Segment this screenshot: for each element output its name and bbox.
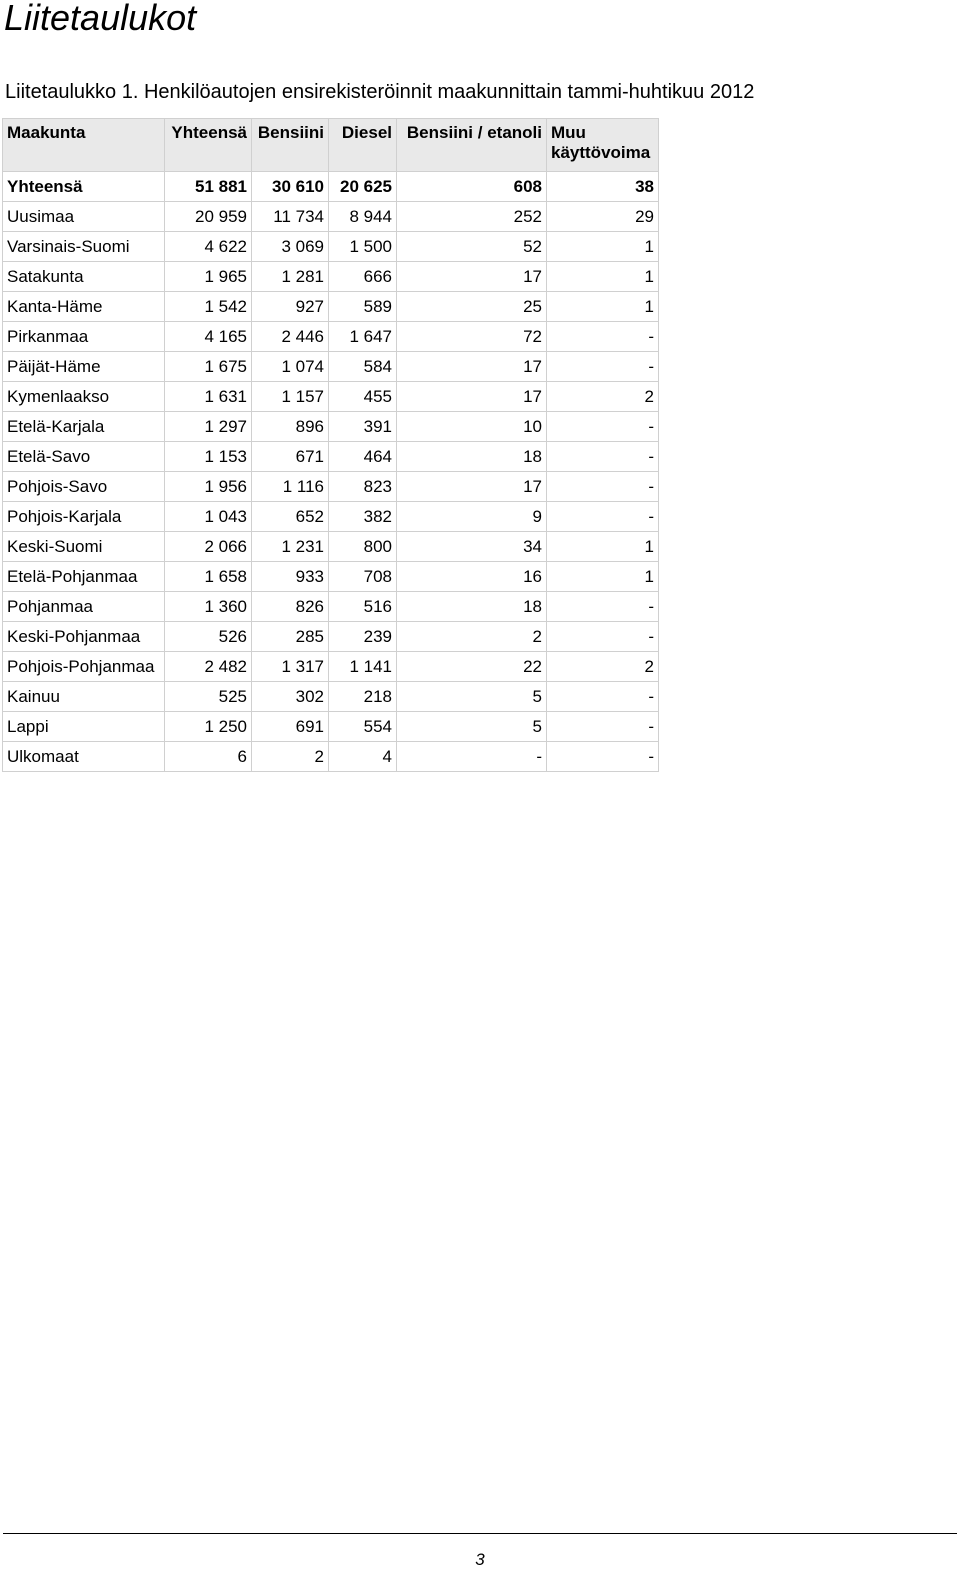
total-cell: 1 043 xyxy=(165,502,252,532)
header-diesel: Diesel xyxy=(329,119,397,172)
total-cell: 4 165 xyxy=(165,322,252,352)
table-row xyxy=(3,532,659,562)
other-fuel-cell: 1 xyxy=(547,532,659,562)
table-row xyxy=(3,742,659,772)
table-row xyxy=(3,322,659,352)
total-cell: 1 658 xyxy=(165,562,252,592)
petrol-cell: 285 xyxy=(252,622,329,652)
header-muu-kayttovoima: Muu käyttövoima xyxy=(547,119,659,172)
total-cell: 4 622 xyxy=(165,232,252,262)
diesel-cell: 1 141 xyxy=(329,652,397,682)
region-name: Kymenlaakso xyxy=(3,382,165,412)
other-fuel-cell: - xyxy=(547,742,659,772)
region-name: Etelä-Pohjanmaa xyxy=(3,562,165,592)
diesel-cell: 455 xyxy=(329,382,397,412)
header-bensiini-etanoli: Bensiini / etanoli xyxy=(397,119,547,172)
petrol-ethanol-cell: 25 xyxy=(397,292,547,322)
table-row xyxy=(3,262,659,292)
petrol-ethanol-cell: 17 xyxy=(397,382,547,412)
petrol-cell: 3 069 xyxy=(252,232,329,262)
petrol-cell: 2 446 xyxy=(252,322,329,352)
region-name: Pohjanmaa xyxy=(3,592,165,622)
petrol-ethanol-cell: 22 xyxy=(397,652,547,682)
petrol-ethanol-cell: 18 xyxy=(397,592,547,622)
table-row xyxy=(3,202,659,232)
other-fuel-cell: 2 xyxy=(547,652,659,682)
table-row xyxy=(3,622,659,652)
region-name: Pirkanmaa xyxy=(3,322,165,352)
diesel-cell: 589 xyxy=(329,292,397,322)
header-maakunta: Maakunta xyxy=(3,119,165,172)
table-row xyxy=(3,442,659,472)
table-row xyxy=(3,682,659,712)
other-fuel-cell: 1 xyxy=(547,292,659,322)
total-cell: 2 482 xyxy=(165,652,252,682)
region-name: Varsinais-Suomi xyxy=(3,232,165,262)
petrol-ethanol-cell: 17 xyxy=(397,262,547,292)
petrol-ethanol-cell: 16 xyxy=(397,562,547,592)
diesel-cell: 708 xyxy=(329,562,397,592)
region-name: Satakunta xyxy=(3,262,165,292)
petrol-cell: 11 734 xyxy=(252,202,329,232)
total-cell: 1 631 xyxy=(165,382,252,412)
total-cell: 20 959 xyxy=(165,202,252,232)
other-fuel-cell: 2 xyxy=(547,382,659,412)
table-row xyxy=(3,412,659,442)
petrol-cell: 30 610 xyxy=(252,172,329,202)
petrol-ethanol-cell: 10 xyxy=(397,412,547,442)
petrol-cell: 1 281 xyxy=(252,262,329,292)
region-name: Etelä-Karjala xyxy=(3,412,165,442)
petrol-cell: 927 xyxy=(252,292,329,322)
petrol-ethanol-cell: 608 xyxy=(397,172,547,202)
diesel-cell: 554 xyxy=(329,712,397,742)
petrol-cell: 1 231 xyxy=(252,532,329,562)
region-name: Lappi xyxy=(3,712,165,742)
table-row xyxy=(3,352,659,382)
diesel-cell: 516 xyxy=(329,592,397,622)
table-caption: Liitetaulukko 1. Henkilöautojen ensirekisteröinnit maakunnittain tammi-huhtikuu 2012 xyxy=(5,81,755,103)
petrol-ethanol-cell: 17 xyxy=(397,472,547,502)
other-fuel-cell: 1 xyxy=(547,562,659,592)
total-cell: 6 xyxy=(165,742,252,772)
footer-rule xyxy=(3,1533,957,1534)
other-fuel-cell: - xyxy=(547,502,659,532)
region-name: Uusimaa xyxy=(3,202,165,232)
diesel-cell: 20 625 xyxy=(329,172,397,202)
other-fuel-cell: 1 xyxy=(547,232,659,262)
total-cell: 1 153 xyxy=(165,442,252,472)
registrations-table xyxy=(2,118,659,772)
table-row xyxy=(3,292,659,322)
table-total-row xyxy=(3,172,659,202)
petrol-ethanol-cell: 5 xyxy=(397,682,547,712)
petrol-cell: 1 317 xyxy=(252,652,329,682)
diesel-cell: 464 xyxy=(329,442,397,472)
diesel-cell: 239 xyxy=(329,622,397,652)
table-row xyxy=(3,562,659,592)
petrol-ethanol-cell: 2 xyxy=(397,622,547,652)
petrol-cell: 1 074 xyxy=(252,352,329,382)
petrol-ethanol-cell: - xyxy=(397,742,547,772)
petrol-cell: 1 157 xyxy=(252,382,329,412)
region-name: Keski-Suomi xyxy=(3,532,165,562)
petrol-cell: 652 xyxy=(252,502,329,532)
petrol-cell: 896 xyxy=(252,412,329,442)
table-row xyxy=(3,232,659,262)
table-header-row xyxy=(3,119,659,172)
total-cell: 1 360 xyxy=(165,592,252,622)
region-name: Pohjois-Savo xyxy=(3,472,165,502)
total-cell: 1 965 xyxy=(165,262,252,292)
diesel-cell: 391 xyxy=(329,412,397,442)
other-fuel-cell: 1 xyxy=(547,262,659,292)
diesel-cell: 382 xyxy=(329,502,397,532)
region-name: Pohjois-Karjala xyxy=(3,502,165,532)
petrol-ethanol-cell: 72 xyxy=(397,322,547,352)
region-name: Päijät-Häme xyxy=(3,352,165,382)
petrol-ethanol-cell: 18 xyxy=(397,442,547,472)
region-name: Etelä-Savo xyxy=(3,442,165,472)
diesel-cell: 1 500 xyxy=(329,232,397,262)
table-body xyxy=(3,172,659,772)
diesel-cell: 218 xyxy=(329,682,397,712)
petrol-ethanol-cell: 9 xyxy=(397,502,547,532)
petrol-cell: 933 xyxy=(252,562,329,592)
total-cell: 525 xyxy=(165,682,252,712)
total-cell: 2 066 xyxy=(165,532,252,562)
diesel-cell: 823 xyxy=(329,472,397,502)
other-fuel-cell: - xyxy=(547,352,659,382)
petrol-cell: 302 xyxy=(252,682,329,712)
page-number: 3 xyxy=(475,1550,485,1569)
total-cell: 1 250 xyxy=(165,712,252,742)
table-row xyxy=(3,592,659,622)
petrol-cell: 1 116 xyxy=(252,472,329,502)
page-heading: Liitetaulukot xyxy=(4,0,197,38)
other-fuel-cell: 29 xyxy=(547,202,659,232)
total-cell: 1 542 xyxy=(165,292,252,322)
diesel-cell: 8 944 xyxy=(329,202,397,232)
petrol-cell: 671 xyxy=(252,442,329,472)
table-row xyxy=(3,502,659,532)
other-fuel-cell: - xyxy=(547,592,659,622)
petrol-cell: 691 xyxy=(252,712,329,742)
other-fuel-cell: - xyxy=(547,412,659,442)
table-row xyxy=(3,472,659,502)
other-fuel-cell: - xyxy=(547,712,659,742)
table-row xyxy=(3,382,659,412)
region-name: Yhteensä xyxy=(3,172,165,202)
petrol-ethanol-cell: 5 xyxy=(397,712,547,742)
petrol-ethanol-cell: 252 xyxy=(397,202,547,232)
region-name: Kanta-Häme xyxy=(3,292,165,322)
other-fuel-cell: - xyxy=(547,322,659,352)
total-cell: 1 297 xyxy=(165,412,252,442)
other-fuel-cell: - xyxy=(547,622,659,652)
total-cell: 1 675 xyxy=(165,352,252,382)
petrol-cell: 2 xyxy=(252,742,329,772)
diesel-cell: 666 xyxy=(329,262,397,292)
other-fuel-cell: - xyxy=(547,472,659,502)
total-cell: 526 xyxy=(165,622,252,652)
petrol-ethanol-cell: 17 xyxy=(397,352,547,382)
region-name: Ulkomaat xyxy=(3,742,165,772)
other-fuel-cell: - xyxy=(547,682,659,712)
region-name: Kainuu xyxy=(3,682,165,712)
petrol-ethanol-cell: 34 xyxy=(397,532,547,562)
total-cell: 51 881 xyxy=(165,172,252,202)
diesel-cell: 800 xyxy=(329,532,397,562)
region-name: Keski-Pohjanmaa xyxy=(3,622,165,652)
table-row xyxy=(3,652,659,682)
other-fuel-cell: - xyxy=(547,442,659,472)
header-yhteensa: Yhteensä xyxy=(165,119,252,172)
diesel-cell: 584 xyxy=(329,352,397,382)
petrol-cell: 826 xyxy=(252,592,329,622)
other-fuel-cell: 38 xyxy=(547,172,659,202)
diesel-cell: 1 647 xyxy=(329,322,397,352)
table-row xyxy=(3,712,659,742)
petrol-ethanol-cell: 52 xyxy=(397,232,547,262)
region-name: Pohjois-Pohjanmaa xyxy=(3,652,165,682)
diesel-cell: 4 xyxy=(329,742,397,772)
total-cell: 1 956 xyxy=(165,472,252,502)
header-bensiini: Bensiini xyxy=(252,119,329,172)
